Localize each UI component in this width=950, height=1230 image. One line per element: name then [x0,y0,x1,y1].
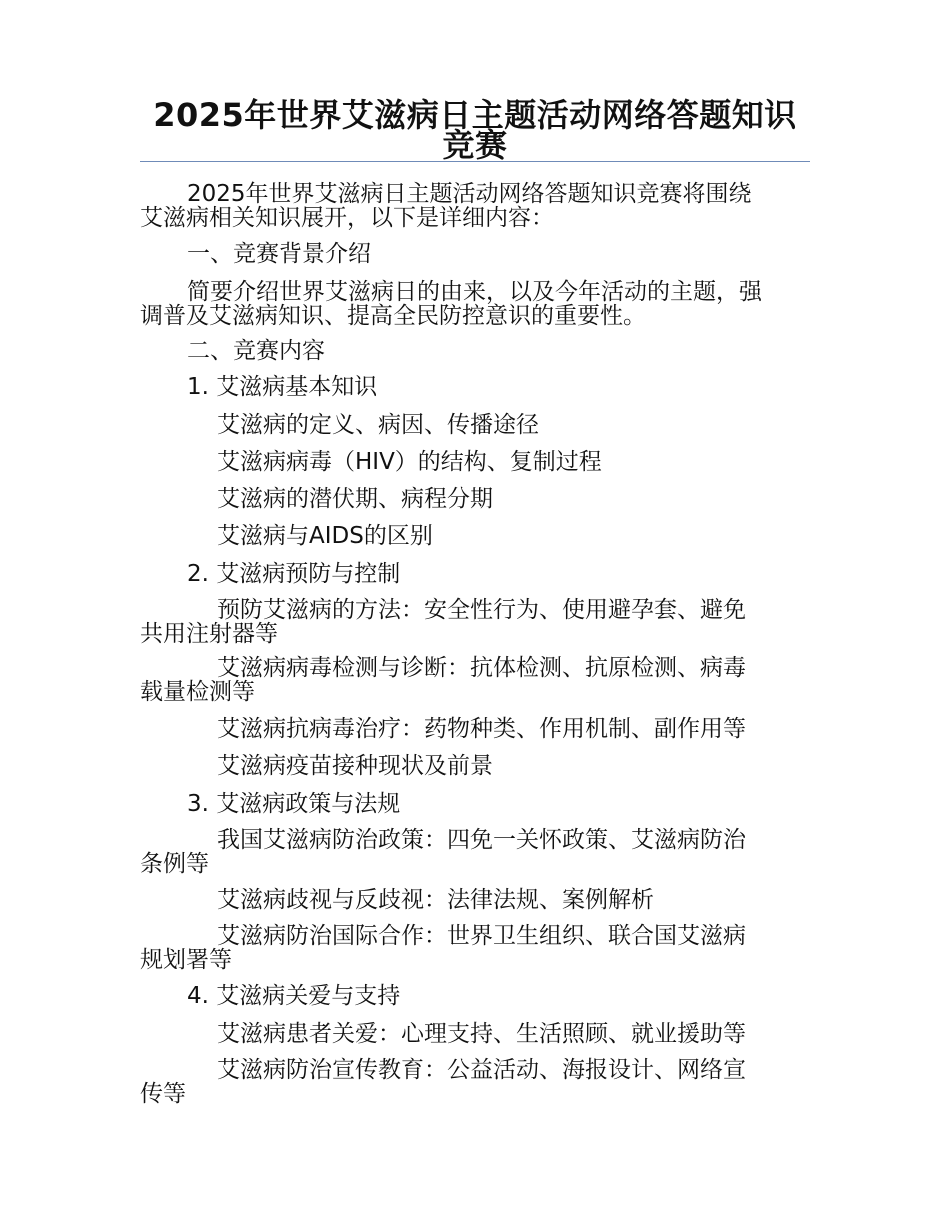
list-item: 艾滋病的定义、病因、传播途径 [217,412,539,438]
intro-line-2: 艾滋病相关知识展开，以下是详细内容： [140,205,554,231]
list-item [140,598,810,646]
subsection-heading-prevention: 2. 艾滋病预防与控制 [187,561,401,587]
section-heading-background: 一、竞赛背景介绍 [187,241,371,267]
list-item-line-1: 我国艾滋病防治政策：四免一关怀政策、艾滋病防治 [217,827,746,853]
list-item-line-1: 艾滋病病毒检测与诊断：抗体检测、抗原检测、病毒 [217,655,746,681]
list-item-line-1: 艾滋病防治国际合作：世界卫生组织、联合国艾滋病 [217,923,746,949]
section-heading-content: 二、竞赛内容 [187,338,325,364]
background-paragraph [140,280,810,328]
list-item: 艾滋病与AIDS的区别 [217,523,433,549]
background-line-1: 简要介绍世界艾滋病日的由来，以及今年活动的主题，强 [187,279,762,305]
list-item-line-1: 预防艾滋病的方法：安全性行为、使用避孕套、避免 [217,597,746,623]
subsection-heading-care: 4. 艾滋病关爱与支持 [187,983,401,1009]
intro-line-1: 2025年世界艾滋病日主题活动网络答题知识竞赛将围绕 [187,181,752,207]
subsection-heading-basic-knowledge: 1. 艾滋病基本知识 [187,374,378,400]
list-item: 艾滋病歧视与反歧视：法律法规、案例解析 [217,887,654,913]
title-divider [140,161,810,162]
document-title: 2025年世界艾滋病日主题活动网络答题知识竞赛 [153,96,797,164]
list-item: 艾滋病的潜伏期、病程分期 [217,486,493,512]
list-item-line-2: 条例等 [140,851,209,877]
list-item [140,828,810,876]
intro-paragraph [140,182,810,230]
list-item-line-2: 传等 [140,1081,186,1107]
list-item-line-2: 载量检测等 [140,679,255,705]
list-item-line-2: 共用注射器等 [140,621,278,647]
list-item: 艾滋病患者关爱：心理支持、生活照顾、就业援助等 [217,1021,746,1047]
list-item: 艾滋病疫苗接种现状及前景 [217,753,493,779]
list-item [140,1058,810,1106]
background-line-2: 调普及艾滋病知识、提高全民防控意识的重要性。 [140,303,646,329]
subsection-heading-policy: 3. 艾滋病政策与法规 [187,791,401,817]
list-item: 艾滋病病毒（HIV）的结构、复制过程 [217,449,602,475]
list-item [140,924,810,972]
list-item [140,656,810,704]
list-item-line-1: 艾滋病防治宣传教育：公益活动、海报设计、网络宣 [217,1057,746,1083]
list-item-line-2: 规划署等 [140,947,232,973]
list-item: 艾滋病抗病毒治疗：药物种类、作用机制、副作用等 [217,716,746,742]
